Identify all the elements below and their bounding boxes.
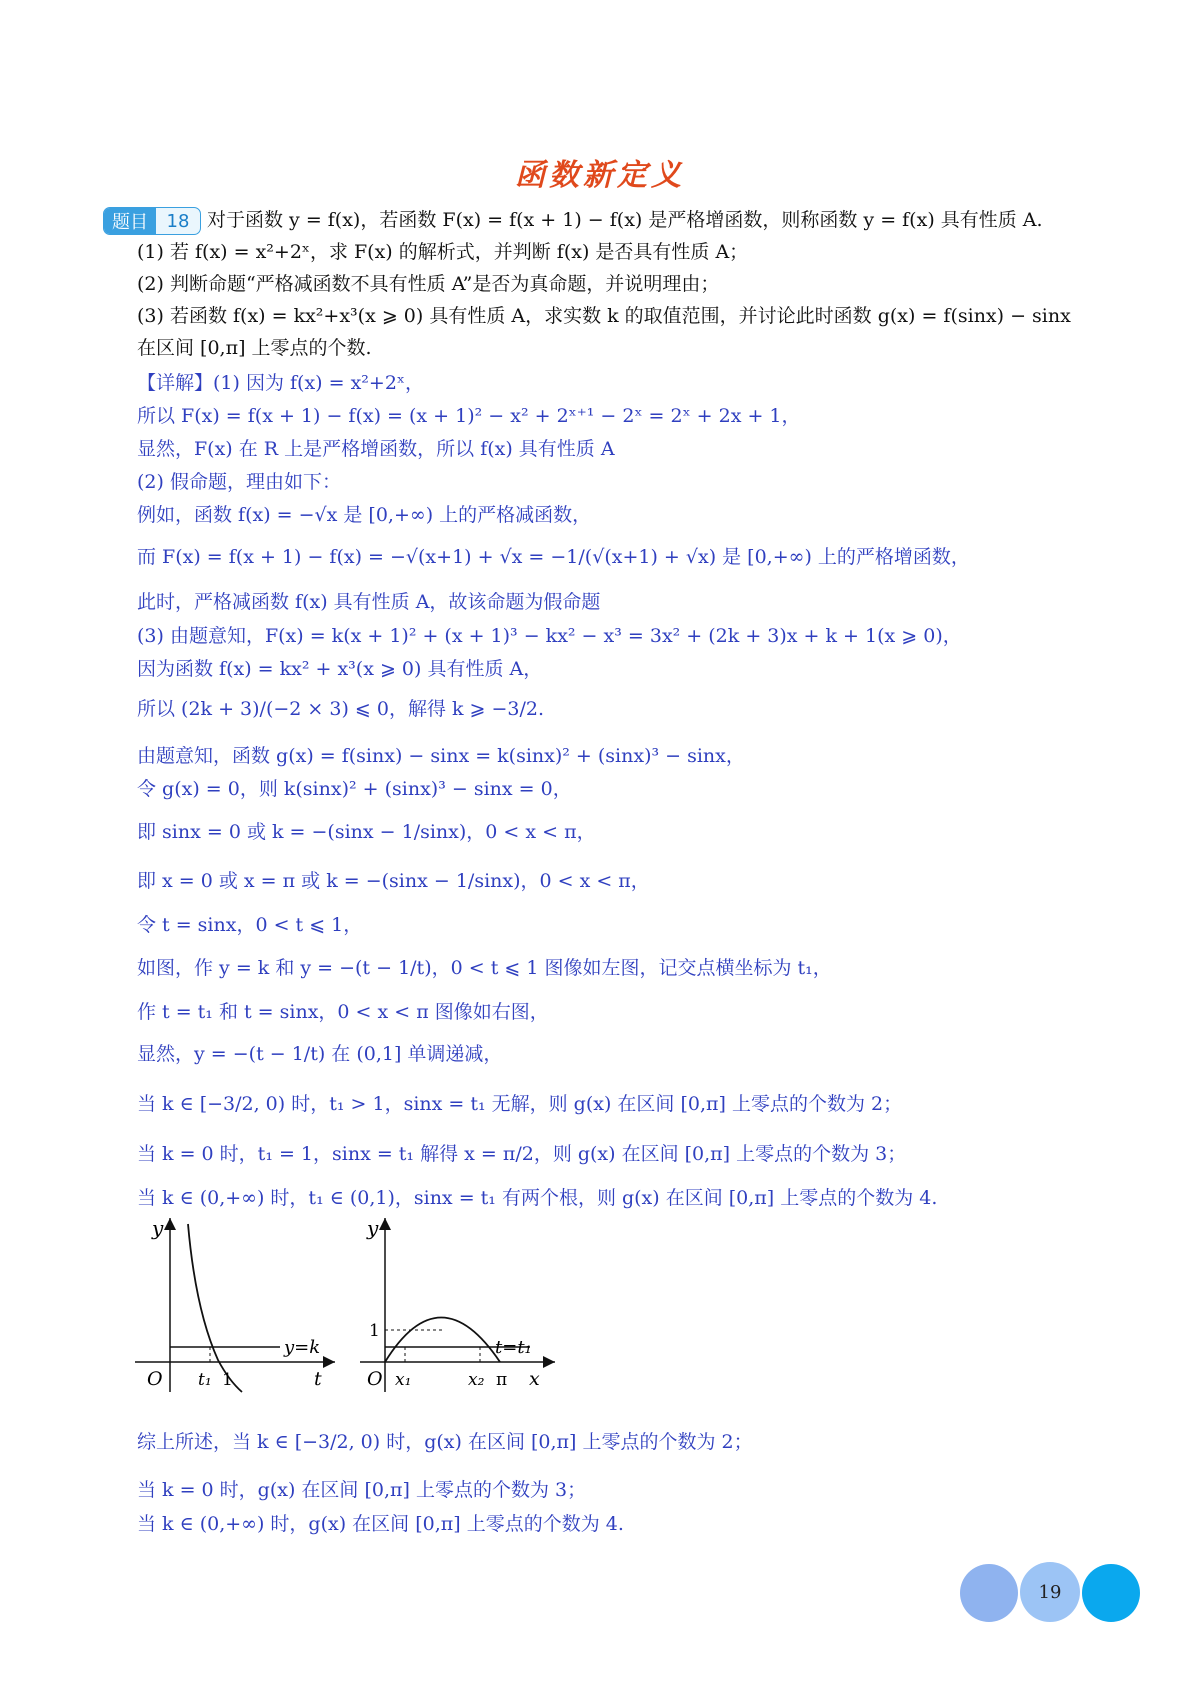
x-label: x (529, 1368, 540, 1390)
line-label: y=k (284, 1337, 321, 1358)
solution-line: 而 F(x) = f(x + 1) − f(x) = −√(x+1) + √x = −1/(√(x+1) + √x) 是 [0,+∞) 上的严格增函数， (137, 546, 970, 568)
problem-part-3: (3) 若函数 f(x) = kx²+x³(x ⩾ 0) 具有性质 A，求实数 k 的取值范围，并讨论此时函数 g(x) = f(sinx) − sinx (137, 305, 1071, 327)
badge-label: 题目 (104, 208, 156, 234)
line-label: t=t₁ (495, 1337, 532, 1358)
problem-part-3-cont: 在区间 [0,π] 上零点的个数. (137, 337, 372, 359)
solution-line: 所以 (2k + 3)/(−2 × 3) ⩽ 0，解得 k ⩾ −3/2. (137, 698, 545, 720)
solution-line: 作 t = t₁ 和 t = sinx，0 < x < π 图像如右图， (137, 1001, 549, 1023)
solution-line: 【详解】(1) 因为 f(x) = x²+2ˣ， (137, 372, 424, 394)
solution-line: 显然，y = −(t − 1/t) 在 (0,1] 单调递减， (137, 1043, 503, 1065)
solution-line: 即 x = 0 或 x = π 或 k = −(sinx − 1/sinx)，0 < x < π， (137, 870, 650, 892)
one-label: 1 (369, 1321, 380, 1341)
left-graph (130, 1210, 350, 1395)
solution-line: 令 t = sinx，0 < t ⩽ 1， (137, 914, 363, 936)
solution-line: 如图，作 y = k 和 y = −(t − 1/t)，0 < t ⩽ 1 图像如左图，记交点横坐标为 t₁， (137, 957, 832, 979)
solution-line: 当 k = 0 时，t₁ = 1，sinx = t₁ 解得 x = π/2，则 g(x) 在区间 [0,π] 上零点的个数为 3； (137, 1143, 907, 1165)
solution-line: 例如，函数 f(x) = −√x 是 [0,+∞) 上的严格减函数， (137, 504, 592, 526)
page-number-decoration (960, 1562, 1140, 1622)
solution-line: 显然，F(x) 在 R 上是严格增函数，所以 f(x) 具有性质 A (137, 438, 615, 460)
solution-line: 所以 F(x) = f(x + 1) − f(x) = (x + 1)² − x² + 2ˣ⁺¹ − 2ˣ = 2ˣ + 2x + 1， (137, 405, 801, 427)
y-label: y (152, 1216, 164, 1240)
x2-label: x₂ (468, 1370, 485, 1390)
pi-label: π (496, 1370, 508, 1390)
problem-part-2: (2) 判断命题“严格减函数不具有性质 A”是否为真命题，并说明理由； (137, 273, 720, 295)
problem-statement: 对于函数 y = f(x)，若函数 F(x) = f(x + 1) − f(x) 是严格增函数，则称函数 y = f(x) 具有性质 A. (207, 209, 1043, 231)
solution-line: 即 sinx = 0 或 k = −(sinx − 1/sinx)，0 < x < π， (137, 821, 596, 843)
deco-circle (960, 1564, 1018, 1622)
solution-line: 因为函数 f(x) = kx² + x³(x ⩾ 0) 具有性质 A， (137, 658, 543, 680)
badge-number: 18 (166, 210, 190, 232)
conclusion-line: 当 k ∈ (0,+∞) 时，g(x) 在区间 [0,π] 上零点的个数为 4. (137, 1513, 624, 1535)
origin-label: O (147, 1368, 163, 1390)
one-label: 1 (222, 1370, 233, 1390)
x1-label: x₁ (395, 1370, 412, 1390)
solution-line: 此时，严格减函数 f(x) 具有性质 A，故该命题为假命题 (137, 591, 601, 613)
right-graph (355, 1210, 565, 1395)
solution-line: 令 g(x) = 0，则 k(sinx)² + (sinx)³ − sinx = 0， (137, 778, 572, 800)
problem-badge (103, 207, 201, 235)
t1-label: t₁ (198, 1370, 212, 1390)
x-label: t (314, 1368, 322, 1390)
page-title: 函数新定义 (515, 158, 685, 193)
conclusion-line: 当 k = 0 时，g(x) 在区间 [0,π] 上零点的个数为 3； (137, 1479, 587, 1501)
page-number: 19 (1038, 1581, 1062, 1603)
solution-line: (2) 假命题，理由如下： (137, 471, 341, 493)
solution-line: (3) 由题意知，F(x) = k(x + 1)² + (x + 1)³ − kx² − x³ = 3x² + (2k + 3)x + k + 1(x ⩾ 0)， (137, 625, 962, 647)
solution-line: 当 k ∈ [−3/2, 0) 时，t₁ > 1，sinx = t₁ 无解，则 g(x) 在区间 [0,π] 上零点的个数为 2； (137, 1093, 903, 1115)
y-label: y (367, 1216, 379, 1240)
deco-circle (1082, 1564, 1140, 1622)
solution-line: 由题意知，函数 g(x) = f(sinx) − sinx = k(sinx)² + (sinx)³ − sinx， (137, 745, 745, 767)
origin-label: O (367, 1368, 383, 1390)
problem-part-1: (1) 若 f(x) = x²+2ˣ，求 F(x) 的解析式，并判断 f(x) 是否具有性质 A； (137, 241, 749, 263)
solution-line: 当 k ∈ (0,+∞) 时，t₁ ∈ (0,1)，sinx = t₁ 有两个根，则 g(x) 在区间 [0,π] 上零点的个数为 4. (137, 1187, 938, 1209)
curve (188, 1224, 242, 1392)
sine-curve (385, 1318, 500, 1363)
conclusion-line: 综上所述，当 k ∈ [−3/2, 0) 时，g(x) 在区间 [0,π] 上零点的个数为 2； (137, 1431, 753, 1453)
